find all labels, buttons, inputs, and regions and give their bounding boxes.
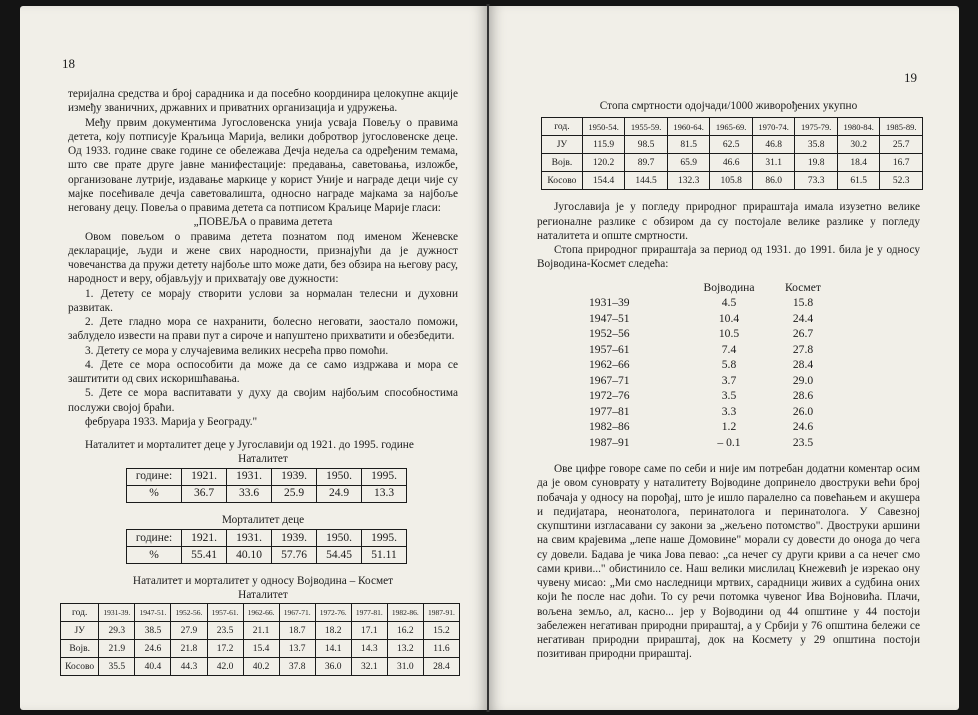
growth-row [537, 311, 920, 327]
table-cell: 144.5 [625, 172, 668, 190]
growth-kosmet: 24.4 [792, 311, 814, 325]
growth-vojvodina: 3.5 [721, 389, 737, 402]
duty-2: 2. Дете гладно мора се нахранити, болесно неговати, заостало поможи, заблудело извести на прави пут а сироче и напуштено прихватити и обезбедити. [68, 316, 458, 343]
growth-kosmet: 24.6 [792, 420, 814, 433]
table-cell: 1967-71. [279, 604, 315, 622]
table-cell: 1972-76. [315, 604, 351, 622]
table-cell: 14.3 [351, 640, 387, 658]
table-cell: 17.2 [207, 640, 243, 658]
table-cell: 1931. [227, 529, 272, 546]
table-cell: 1970-74. [752, 118, 795, 136]
left-paragraph-2: Међу првим документима Југословенска унија усваја Повељу о правима детета, коју потписује Краљица Марија, велики добротвор југословенске деце. Од 1933. године сваке године се обележава Дечја недеља са одређеним темама, што све прате друге јавне манифестације: предавања, саветовања, изложбе, организоване лутрије, издавање маркице у корист Уније и награде деци чије су мајке посећивале дечја саветовалишта, односно награде мајкама за најбоље неговану децу. Повеља о правима детета са потписом Краљице Марије гласи: [68, 116, 458, 214]
table-cell: 1987-91. [423, 604, 459, 622]
table-row [61, 640, 460, 658]
table-cell: % [127, 546, 182, 563]
table-row [127, 529, 407, 546]
table-cell: 18.4 [837, 154, 880, 172]
table-cell: године: [127, 468, 182, 485]
table-cell: Војв. [61, 640, 99, 658]
growth-kosmet: 29.0 [792, 373, 814, 387]
table-row [61, 622, 460, 640]
growth-period: 1982–86 [589, 420, 630, 433]
table-row [127, 546, 407, 563]
right-paragraph-1: Југославија је у погледу природног прираштаја имала изузетно велике регионалне разлике с обзиром да су постојале велике разлике у погледу наталитета и опште смртности. [537, 201, 920, 242]
table-cell: 21.1 [243, 622, 279, 640]
table-cell: 120.2 [582, 154, 625, 172]
growth-vojvodina: 10.5 [718, 327, 740, 340]
growth-row [537, 373, 920, 389]
table-cell: 1982-86. [387, 604, 423, 622]
region-natalitet-table [60, 603, 460, 676]
table-cell: 57.76 [272, 546, 317, 563]
growth-vojvodina: 3.7 [721, 373, 737, 387]
table-cell: 46.6 [710, 154, 753, 172]
table-cell: 13.3 [362, 485, 407, 502]
charter-title: „ПОВЕЉА о правима детета [193, 216, 333, 229]
natalitet-title: Наталитет [238, 453, 288, 466]
growth-period: 1972–76 [589, 389, 630, 402]
table-cell: 61.5 [837, 172, 880, 190]
table-cell: 21.9 [99, 640, 135, 658]
table-cell: 18.2 [315, 622, 351, 640]
growth-period: 1987–91 [589, 435, 630, 449]
table-cell: 32.1 [351, 658, 387, 676]
growth-header-vojvodina: Војводина [703, 280, 755, 294]
table-cell: 1950-54. [582, 118, 625, 136]
table-cell: год. [61, 604, 99, 622]
table-cell: 1947-51. [135, 604, 171, 622]
mortalitet-title: Морталитет деце [221, 513, 305, 526]
table1-caption: Наталитет и морталитет деце у Југославији од 1921. до 1995. године [85, 439, 414, 451]
table-cell: 28.4 [423, 658, 459, 676]
table-cell: ЈУ [61, 622, 99, 640]
growth-vojvodina: 10.4 [718, 311, 740, 325]
table-cell: 23.5 [207, 622, 243, 640]
growth-row [537, 357, 920, 373]
table-cell: 46.8 [752, 136, 795, 154]
table-cell: 25.9 [272, 485, 317, 502]
table-cell: 42.0 [207, 658, 243, 676]
right-page [489, 6, 959, 710]
table-cell: 35.5 [99, 658, 135, 676]
growth-row [537, 388, 920, 404]
table-cell: 1950. [317, 468, 362, 485]
page-number-left: 18 [62, 56, 75, 71]
growth-vojvodina: 3.3 [721, 404, 737, 418]
table-cell: 1977-81. [351, 604, 387, 622]
growth-period: 1931–39 [589, 296, 630, 309]
growth-row [537, 419, 920, 435]
left-paragraph-1: теријална средства и број сарадника и да посебно координира целокупне акције између званичних, државних и приватних организација и удружења. [68, 88, 458, 115]
right-page-content [537, 99, 920, 662]
table-cell: 55.41 [182, 546, 227, 563]
table-cell: 1995. [362, 529, 407, 546]
table-cell: 44.3 [171, 658, 207, 676]
table-row [127, 468, 407, 485]
growth-row [537, 435, 920, 451]
table-cell: 24.9 [317, 485, 362, 502]
table-cell: год. [542, 118, 583, 136]
table-cell: ЈУ [542, 136, 583, 154]
table-cell: 21.8 [171, 640, 207, 658]
table-cell: 13.7 [279, 640, 315, 658]
table-cell: 16.7 [880, 154, 923, 172]
duty-5: 5. Дете се мора васпитавати у духу да својим најбољим способностима послужи својој браћи. [68, 387, 458, 414]
charter-intro: Овом повељом о правима детета познатом под именом Женевске декларације, људи и жене свих народности, признајући да је дужност човечанства да пружи детету најбоље што може дати, без обзира на његову расу, народност и веру, објављују и прихватају ове дужности: [68, 230, 458, 286]
table-row [61, 604, 460, 622]
natalitet-table [126, 468, 407, 503]
table-cell: 11.6 [423, 640, 459, 658]
table-cell: 17.1 [351, 622, 387, 640]
table-cell: 86.0 [752, 172, 795, 190]
growth-header-kosmet: Космет [785, 280, 821, 294]
table-cell: 1939. [272, 529, 317, 546]
charter-signature: фебруара 1933. Марија у Београду." [85, 415, 258, 428]
table-cell: 62.5 [710, 136, 753, 154]
table-cell: 1955-59. [625, 118, 668, 136]
table-cell: 1950. [317, 529, 362, 546]
table-cell: 33.6 [227, 485, 272, 502]
table-cell: 1965-69. [710, 118, 753, 136]
growth-period: 1967–71 [589, 373, 630, 387]
table2-caption: Наталитет и морталитет у односу Војводина – Космет [132, 574, 394, 587]
table-cell: 37.8 [279, 658, 315, 676]
growth-kosmet: 15.8 [792, 296, 814, 309]
growth-row [537, 342, 920, 358]
table-row [542, 118, 923, 136]
right-paragraph-2: Стопа природног прираштаја за период од 1931. до 1991. била је у односу Војводина-Космет следећа: [537, 244, 920, 271]
table-cell: 18.7 [279, 622, 315, 640]
table-cell: 31.1 [752, 154, 795, 172]
growth-vojvodina: 5.8 [721, 358, 737, 371]
table-cell: 98.5 [625, 136, 668, 154]
growth-row [537, 326, 920, 342]
table-cell: 27.9 [171, 622, 207, 640]
growth-kosmet: 28.6 [792, 389, 814, 402]
duty-3: 3. Детету се мора у случајевима великих несрећа прво помоћи. [85, 344, 389, 357]
growth-period: 1952–56 [589, 327, 630, 340]
table-cell: 1931-39. [99, 604, 135, 622]
mortalitet-table [126, 529, 407, 564]
growth-kosmet: 28.4 [792, 358, 814, 371]
table-cell: 115.9 [582, 136, 625, 154]
table-cell: 1985-89. [880, 118, 923, 136]
growth-table [537, 280, 920, 451]
table-cell: године: [127, 529, 182, 546]
table-cell: 65.9 [667, 154, 710, 172]
growth-period: 1947–51 [589, 311, 630, 325]
table-cell: 1931. [227, 468, 272, 485]
table-cell: 1962-66. [243, 604, 279, 622]
right-paragraph-3: Ове цифре говоре саме по себи и није им потребан додатни коментар осим да је овом суноврату у наталитету Војводине допринело двоструки већи број побачаја у односу на порођај, што је ишло паралелно са повећањем и акушера и педијатара, неонатолога, перинатолога и перинатолога. У Савезној скупштини изгласавани су закони за „жељено потомство". Двоструки аршини на свим крајевима „лепе наше Домовине" морали су довести до оноga до чега су довели. Бадава је чика Јова певао: „са нечег су други криви а са нечег смо сами криви..." обистинило се. Наш велики мислилац Кнежевић је изрекао ону чувену мисао: „Ми смо наследници мртвих, сарадници живих а судбина оних који ће после нас доћи. То су речи потомка чувеног Ива Војновића. Плачи, вољена земљо, ал, касно... јер у Војводини од 44 општине у 44 постоји забележен негативан природни прираштај, а у Србији у 76 општина бележи се негативан природни прираштај, док на Космету у 29 општина постоји позитиван природни прираштај. [537, 463, 920, 661]
table-row [61, 658, 460, 676]
table-cell: 14.1 [315, 640, 351, 658]
table-cell: 81.5 [667, 136, 710, 154]
growth-vojvodina: 1.2 [721, 420, 737, 433]
table-cell: 38.5 [135, 622, 171, 640]
table-cell: 29.3 [99, 622, 135, 640]
growth-kosmet: 27.8 [792, 342, 814, 356]
table-cell: 51.11 [362, 546, 407, 563]
table-cell: 31.0 [387, 658, 423, 676]
table-cell: 1939. [272, 468, 317, 485]
growth-kosmet: 23.5 [792, 435, 814, 449]
table-cell: 1921. [182, 468, 227, 485]
table-cell: 36.0 [315, 658, 351, 676]
table-cell: 1975-79. [795, 118, 838, 136]
table-cell: 54.45 [317, 546, 362, 563]
page-number-right: 19 [904, 70, 917, 85]
growth-vojvodina: – 0.1 [717, 435, 741, 449]
growth-period: 1977–81 [589, 404, 630, 418]
table-cell: 73.3 [795, 172, 838, 190]
table-cell: 1980-84. [837, 118, 880, 136]
table-row [127, 485, 407, 502]
growth-row [537, 404, 920, 420]
table-cell: 1995. [362, 468, 407, 485]
table-cell: 40.4 [135, 658, 171, 676]
table-cell: 19.8 [795, 154, 838, 172]
table-cell: 89.7 [625, 154, 668, 172]
table-cell: 30.2 [837, 136, 880, 154]
growth-kosmet: 26.7 [792, 327, 814, 340]
duty-1: 1. Детету се морају створити услови за нормалан телесни и духовни развитак. [68, 287, 458, 314]
table-cell: % [127, 485, 182, 502]
growth-vojvodina: 7.4 [721, 342, 737, 356]
growth-row [537, 295, 920, 311]
table-row [542, 154, 923, 172]
table-cell: 52.3 [880, 172, 923, 190]
table-cell: 15.4 [243, 640, 279, 658]
left-page [20, 6, 487, 710]
left-page-content [65, 87, 458, 676]
table-cell: 1952-56. [171, 604, 207, 622]
table-cell: Војв. [542, 154, 583, 172]
table-cell: 36.7 [182, 485, 227, 502]
table-cell: 1957-61. [207, 604, 243, 622]
table-cell: 1960-64. [667, 118, 710, 136]
table-row [542, 136, 923, 154]
table-cell: 40.2 [243, 658, 279, 676]
growth-header-row [537, 280, 920, 296]
infant-mortality-table [541, 117, 923, 190]
growth-kosmet: 26.0 [792, 404, 814, 418]
infant-table-caption: Стопа смртности одојчади/1000 живорођених укупно [599, 100, 858, 112]
table-cell: 25.7 [880, 136, 923, 154]
table-cell: 154.4 [582, 172, 625, 190]
table-cell: 40.10 [227, 546, 272, 563]
table-cell: 16.2 [387, 622, 423, 640]
table-cell: 15.2 [423, 622, 459, 640]
table-row [542, 172, 923, 190]
duty-4: 4. Дете се мора оспособити да може да се само издржава и мора се заштитити од свих искоришћавања. [68, 358, 458, 385]
table-cell: 24.6 [135, 640, 171, 658]
growth-vojvodina: 4.5 [721, 296, 737, 309]
table2-subtitle: Наталитет [238, 589, 288, 601]
table-cell: 105.8 [710, 172, 753, 190]
table-cell: 132.3 [667, 172, 710, 190]
table-cell: Косово [542, 172, 583, 190]
table-cell: Косово [61, 658, 99, 676]
growth-period: 1957–61 [589, 342, 630, 356]
table-cell: 13.2 [387, 640, 423, 658]
table-cell: 1921. [182, 529, 227, 546]
growth-period: 1962–66 [589, 358, 630, 371]
table-cell: 35.8 [795, 136, 838, 154]
